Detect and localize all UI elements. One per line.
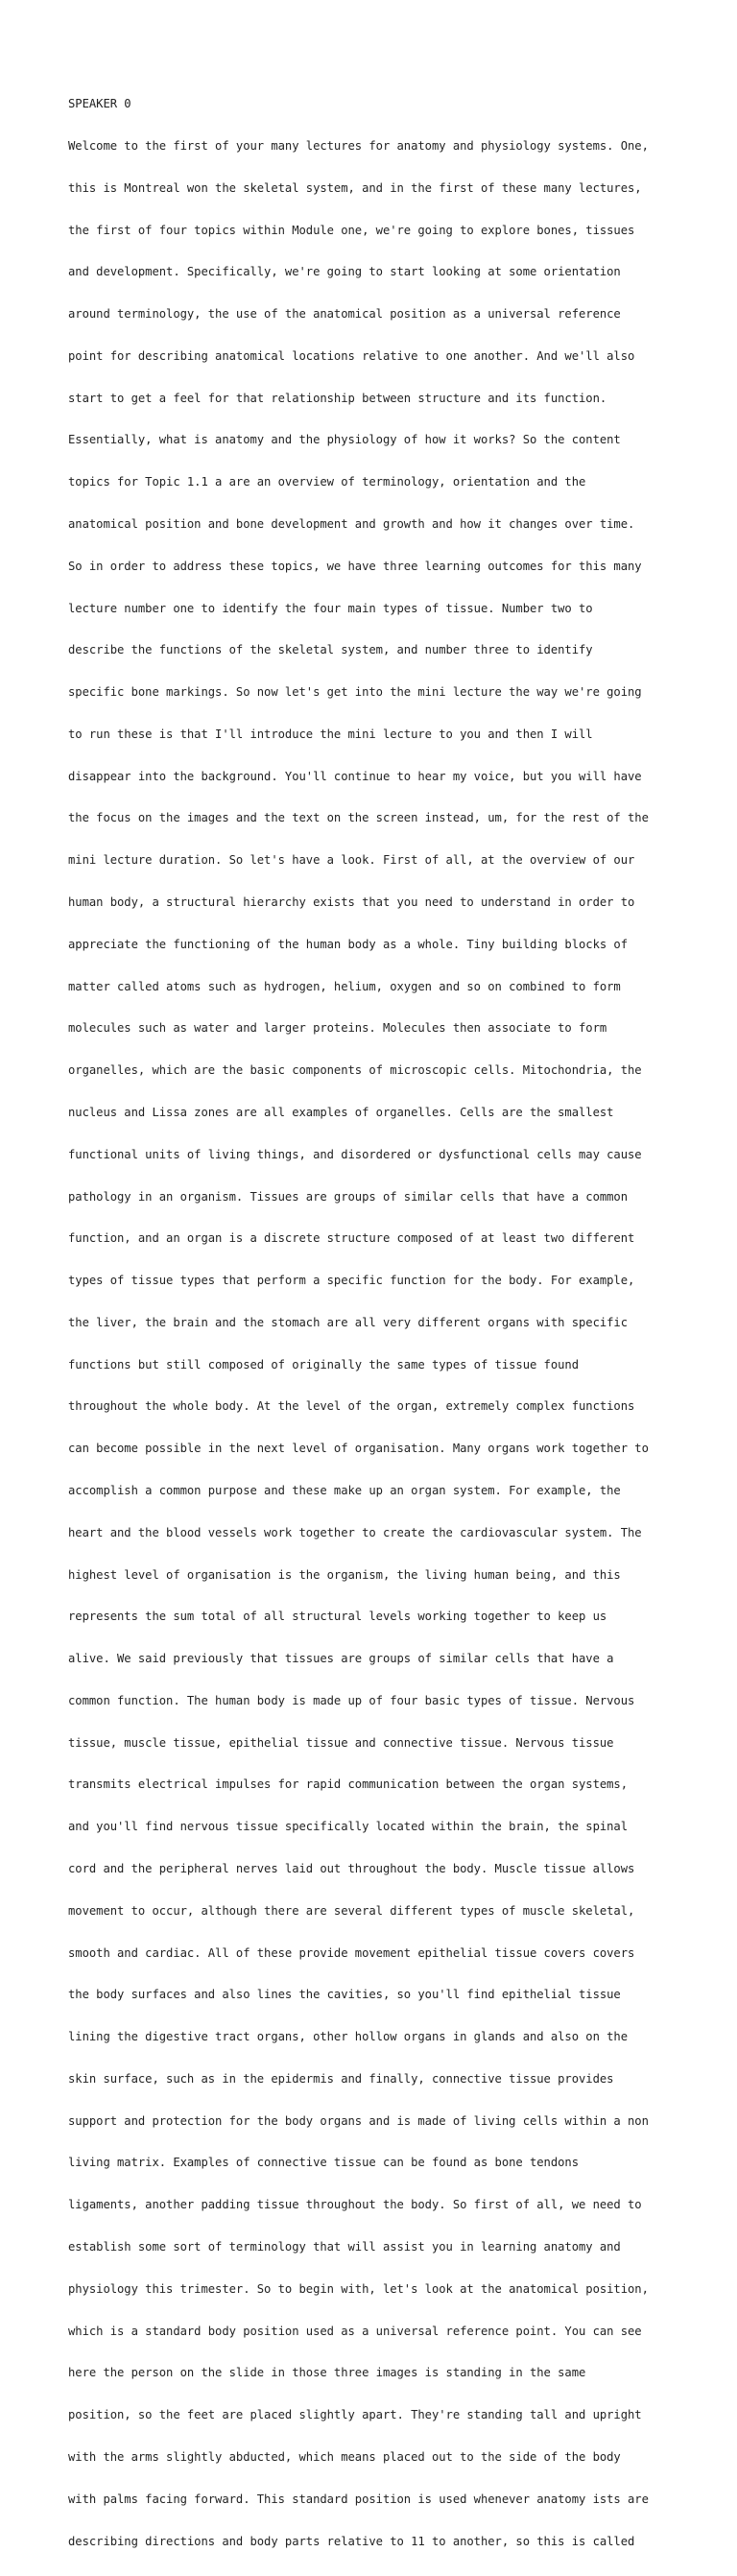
transcript-line: throughout the whole body. At the level of the organ, extremely complex functions — [68, 1399, 635, 1414]
transcript-line: describe the functions of the skeletal system, and number three to identify — [68, 643, 593, 657]
transcript-line: with the arms slightly abducted, which means placed out to the side of the body — [68, 2449, 621, 2464]
transcript-line: matter called atoms such as hydrogen, helium, oxygen and so on combined to form — [68, 979, 621, 993]
transcript-line: start to get a feel for that relationship between structure and its function. — [68, 391, 607, 405]
transcript-line: accomplish a common purpose and these make up an organ system. For example, the — [68, 1483, 621, 1497]
transcript-line: around terminology, the use of the anatomical position as a universal reference — [68, 307, 621, 322]
transcript-line: the body surfaces and also lines the cavities, so you'll find epithelial tissue — [68, 1988, 621, 2002]
transcript-line: living matrix. Examples of connective tissue can be found as bone tendons — [68, 2156, 579, 2170]
transcript-line: describing directions and body parts relative to 11 to another, so this is called — [68, 2534, 635, 2548]
transcript-line: organelles, which are the basic components of microscopic cells. Mitochondria, the — [68, 1063, 642, 1078]
transcript-line: mini lecture duration. So let's have a look. First of all, at the overview of our — [68, 853, 635, 868]
transcript-line: the liver, the brain and the stomach are all very different organs with specific — [68, 1315, 629, 1329]
transcript-line: alive. We said previously that tissues are groups of similar cells that have a — [68, 1652, 614, 1666]
transcript-line: support and protection for the body organs and is made of living cells within a non — [68, 2113, 649, 2128]
transcript-line: which is a standard body position used as a universal reference point. You can see — [68, 2324, 642, 2338]
transcript-line: heart and the blood vessels work together to create the cardiovascular system. The — [68, 1525, 642, 1539]
transcript-line: disappear into the background. You'll continue to hear my voice, but you will have — [68, 769, 642, 783]
transcript-line: and development. Specifically, we're going to start looking at some orientation — [68, 265, 621, 279]
transcript-line: the focus on the images and the text on the screen instead, um, for the rest of the — [68, 811, 649, 825]
transcript-line: this is Montreal won the skeletal system, and in the first of these many lectures, — [68, 180, 642, 195]
transcript-body — [68, 69, 673, 2576]
transcript-line: function, and an organ is a discrete structure composed of at least two different — [68, 1231, 635, 1246]
transcript-line: highest level of organisation is the organism, the living human being, and this — [68, 1567, 621, 1582]
transcript-line: to run these is that I'll introduce the mini lecture to you and then I will — [68, 727, 593, 741]
transcript-line: point for describing anatomical locations relative to one another. And we'll also — [68, 348, 635, 363]
transcript-line: lecture number one to identify the four main types of tissue. Number two to — [68, 601, 593, 615]
transcript-line: smooth and cardiac. All of these provide movement epithelial tissue covers covers — [68, 1945, 635, 1960]
transcript-line: molecules such as water and larger proteins. Molecules then associate to form — [68, 1021, 607, 1036]
transcript-line: appreciate the functioning of the human body as a whole. Tiny building blocks of — [68, 937, 629, 951]
transcript-line: nucleus and Lissa zones are all examples of organelles. Cells are the smallest — [68, 1105, 614, 1119]
transcript-line: position, so the feet are placed slightly apart. They're standing tall and upright — [68, 2408, 642, 2422]
transcript-line: and you'll find nervous tissue specifically located within the brain, the spinal — [68, 1820, 629, 1834]
transcript-line: skin surface, such as in the epidermis and finally, connective tissue provides — [68, 2071, 614, 2086]
transcript-line: with palms facing forward. This standard position is used whenever anatomy ists are — [68, 2492, 649, 2506]
transcript-line: here the person on the slide in those three images is standing in the same — [68, 2366, 586, 2380]
speaker-label: SPEAKER 0 — [68, 97, 131, 111]
transcript-line: types of tissue types that perform a specific function for the body. For example, — [68, 1274, 635, 1288]
transcript-line: the first of four topics within Module one, we're going to explore bones, tissues — [68, 223, 635, 237]
transcript-line: Essentially, what is anatomy and the physiology of how it works? So the content — [68, 433, 621, 447]
transcript-line: represents the sum total of all structural levels working together to keep us — [68, 1610, 607, 1624]
transcript-line: can become possible in the next level of organisation. Many organs work together to — [68, 1442, 649, 1456]
transcript-line: So in order to address these topics, we have three learning outcomes for this many — [68, 559, 642, 573]
transcript-line: ligaments, another padding tissue throughout the body. So first of all, we need to — [68, 2198, 642, 2212]
transcript-line: human body, a structural hierarchy exists that you need to understand in order to — [68, 895, 635, 910]
transcript-line: physiology this trimester. So to begin with, let's look at the anatomical position, — [68, 2281, 649, 2296]
transcript-line: establish some sort of terminology that will assist you in learning anatomy and — [68, 2240, 621, 2254]
transcript-line: functions but still composed of originally the same types of tissue found — [68, 1357, 579, 1371]
transcript-line: Welcome to the first of your many lectures for anatomy and physiology systems. One, — [68, 138, 649, 153]
transcript-line: lining the digestive tract organs, other hollow organs in glands and also on the — [68, 2030, 629, 2044]
transcript-line: functional units of living things, and disordered or dysfunctional cells may cause — [68, 1147, 642, 1161]
transcript-line: topics for Topic 1.1 a are an overview of terminology, orientation and the — [68, 475, 586, 489]
transcript-line: transmits electrical impulses for rapid communication between the organ systems, — [68, 1777, 629, 1792]
transcript-line: pathology in an organism. Tissues are groups of similar cells that have a common — [68, 1189, 629, 1204]
transcript-line: cord and the peripheral nerves laid out throughout the body. Muscle tissue allows — [68, 1862, 635, 1875]
transcript-line: specific bone markings. So now let's get into the mini lecture the way we're going — [68, 685, 642, 700]
transcript-line: common function. The human body is made up of four basic types of tissue. Nervous — [68, 1693, 635, 1707]
transcript-line: anatomical position and bone development and growth and how it changes over time. — [68, 517, 635, 531]
transcript-line: movement to occur, although there are several different types of muscle skeletal, — [68, 1903, 635, 1918]
transcript-line: tissue, muscle tissue, epithelial tissue and connective tissue. Nervous tissue — [68, 1735, 614, 1750]
